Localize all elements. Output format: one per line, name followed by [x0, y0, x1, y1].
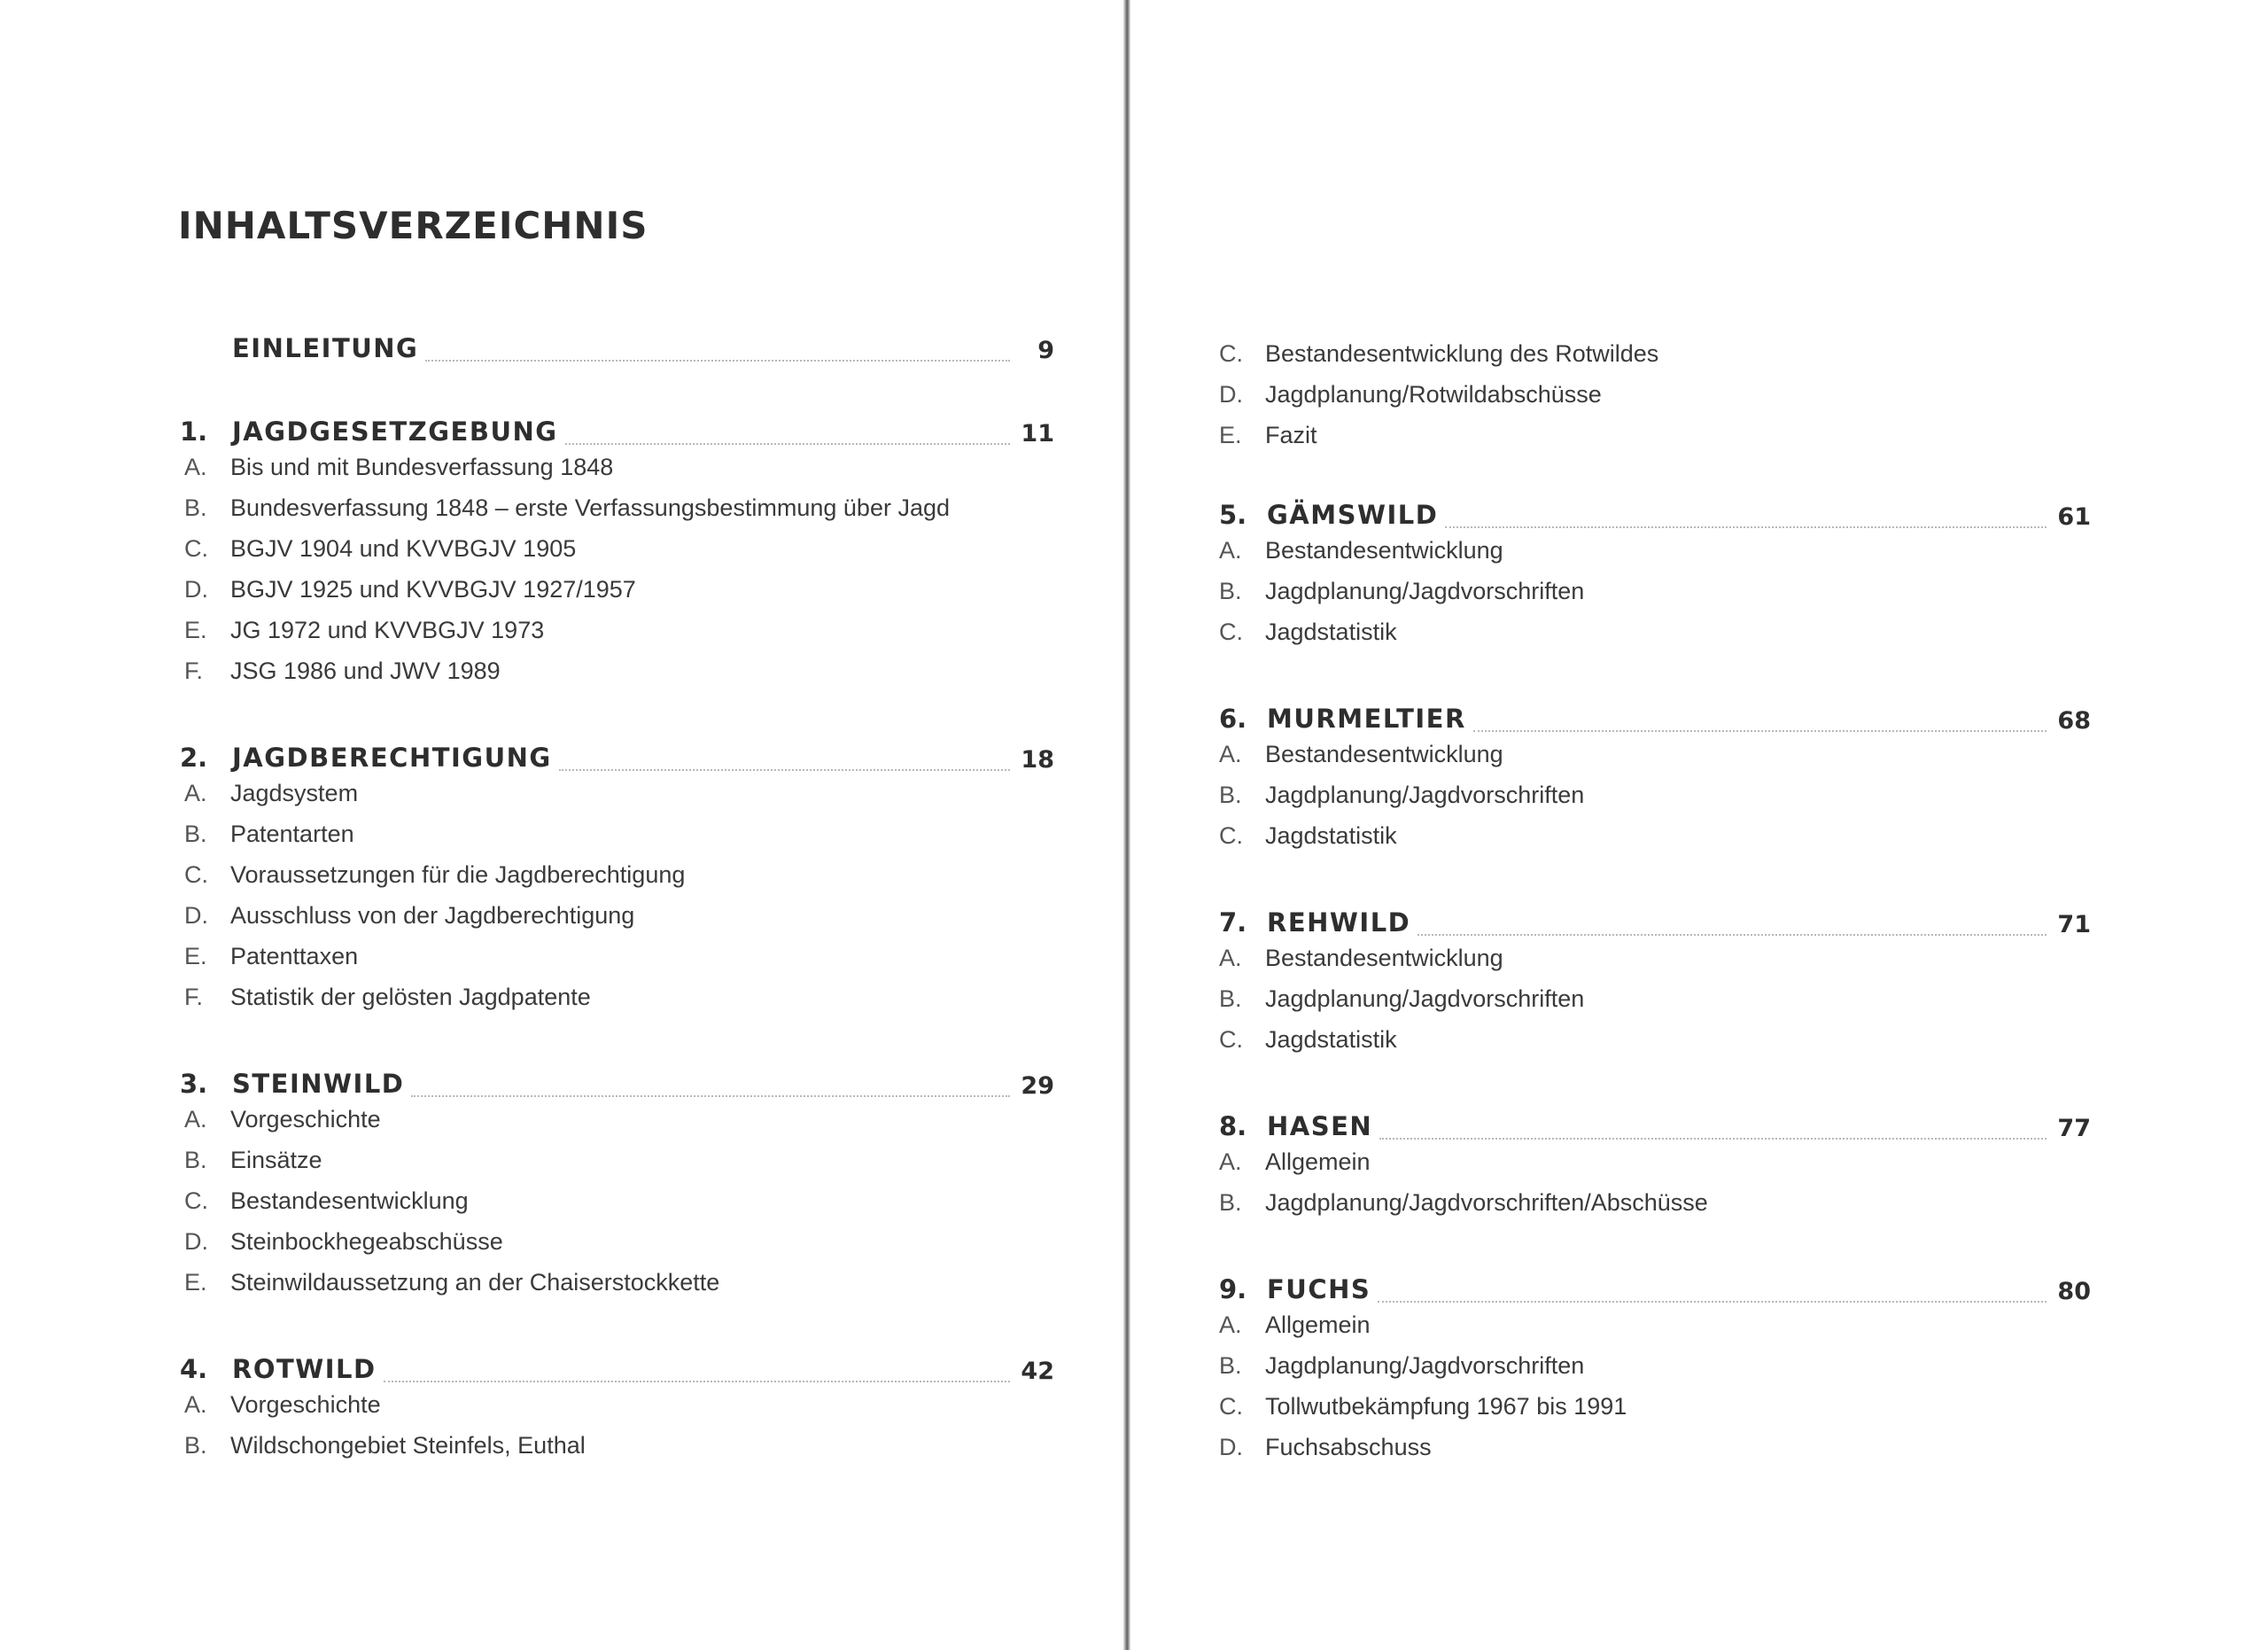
item-text: Einsätze — [230, 1147, 322, 1173]
item-text: Steinwildaussetzung an der Chaiserstockkette — [230, 1269, 720, 1296]
list-item — [0, 1147, 1123, 1187]
section-number: 1. — [180, 416, 208, 447]
dot-leader — [559, 769, 1010, 771]
item-letter: F. — [184, 984, 204, 1010]
page-number: 29 — [1021, 1072, 1054, 1100]
section-title: HASEN — [1267, 1111, 1373, 1141]
item-letter: E. — [184, 1269, 207, 1296]
section-heading — [1134, 1111, 2268, 1147]
item-list — [0, 1391, 1123, 1473]
item-text: Jagdstatistik — [1265, 1026, 1397, 1053]
page-number: 80 — [2057, 1278, 2091, 1305]
item-letter: E. — [184, 617, 207, 643]
list-item — [0, 861, 1123, 902]
item-text: Jagdplanung/Jagdvorschriften/Abschüsse — [1265, 1189, 1708, 1216]
section-heading — [0, 743, 1123, 778]
page-number: 61 — [2057, 503, 2091, 531]
item-letter: C. — [1219, 340, 1243, 367]
item-letter: C. — [184, 861, 208, 888]
list-item — [1134, 1352, 2268, 1393]
section-heading — [0, 416, 1123, 452]
item-text: Wildschongebiet Steinfels, Euthal — [230, 1432, 586, 1459]
item-text: Jagdplanung/Jagdvorschriften — [1265, 782, 1585, 808]
section-number: 8. — [1219, 1111, 1247, 1141]
item-letter: D. — [184, 1228, 208, 1255]
item-text: Bestandesentwicklung — [1265, 741, 1503, 767]
item-text: Vorgeschichte — [230, 1391, 381, 1418]
item-text: JG 1972 und KVVBGJV 1973 — [230, 617, 545, 643]
item-text: JSG 1986 und JWV 1989 — [230, 658, 501, 684]
section-heading — [0, 1354, 1123, 1389]
list-item — [1134, 945, 2268, 985]
item-list — [1134, 537, 2268, 659]
section-number: 4. — [180, 1354, 208, 1384]
item-letter: A. — [1219, 945, 1242, 971]
section-heading — [0, 333, 1123, 369]
list-item — [1134, 1393, 2268, 1434]
section-number: 7. — [1219, 907, 1247, 938]
dot-leader — [411, 1095, 1010, 1097]
item-list — [0, 780, 1123, 1024]
item-letter: E. — [1219, 422, 1242, 448]
section-number: 5. — [1219, 500, 1247, 530]
item-letter: D. — [184, 902, 208, 929]
item-letter: F. — [184, 658, 204, 684]
section-title: STEINWILD — [232, 1069, 405, 1099]
list-item — [1134, 1026, 2268, 1067]
item-text: Bestandesentwicklung — [230, 1187, 469, 1214]
list-item — [0, 576, 1123, 617]
item-text: Patentarten — [230, 821, 354, 847]
list-item — [0, 1391, 1123, 1432]
list-item — [1134, 822, 2268, 863]
item-letter: B. — [1219, 1352, 1242, 1379]
item-letter: B. — [184, 821, 207, 847]
item-text: Fazit — [1265, 422, 1317, 448]
item-text: Allgemein — [1265, 1311, 1371, 1338]
list-item — [1134, 340, 2268, 381]
page-number: 18 — [1021, 746, 1054, 774]
item-text: Jagdplanung/Jagdvorschriften — [1265, 985, 1585, 1012]
list-item — [0, 1228, 1123, 1269]
list-item — [0, 902, 1123, 943]
dot-leader — [425, 360, 1010, 362]
list-item — [0, 943, 1123, 984]
item-text: Steinbockhegeabschüsse — [230, 1228, 503, 1255]
section-title: REHWILD — [1267, 907, 1411, 938]
dot-leader — [1379, 1138, 2047, 1140]
list-item — [1134, 537, 2268, 578]
list-item — [0, 454, 1123, 494]
item-letter: D. — [184, 576, 208, 603]
item-letter: A. — [1219, 741, 1242, 767]
item-text: Jagdplanung/Rotwildabschüsse — [1265, 381, 1602, 408]
item-letter: C. — [1219, 619, 1243, 645]
item-text: Jagdplanung/Jagdvorschriften — [1265, 578, 1585, 604]
item-letter: C. — [1219, 1026, 1243, 1053]
dot-leader — [565, 443, 1010, 445]
section-number: 6. — [1219, 704, 1247, 734]
item-text: Fuchsabschuss — [1265, 1434, 1432, 1460]
item-text: Bundesverfassung 1848 – erste Verfassungsbestimmung über Jagd — [230, 494, 951, 521]
item-list — [1134, 1311, 2268, 1475]
list-item — [0, 984, 1123, 1024]
section-heading — [1134, 1274, 2268, 1310]
dot-leader — [1445, 526, 2047, 528]
dot-leader — [1473, 730, 2047, 732]
section-heading — [1134, 704, 2268, 739]
section-heading — [0, 1069, 1123, 1104]
item-letter: B. — [1219, 985, 1242, 1012]
item-letter: E. — [184, 943, 207, 969]
left-sections — [0, 0, 1123, 1650]
list-item — [0, 1432, 1123, 1473]
section-title: MURMELTIER — [1267, 704, 1466, 734]
item-text: Jagdstatistik — [1265, 619, 1397, 645]
item-list — [1134, 340, 2268, 463]
list-item — [1134, 985, 2268, 1026]
dot-leader — [384, 1381, 1010, 1382]
item-text: Patenttaxen — [230, 943, 359, 969]
section-heading — [1134, 907, 2268, 943]
item-letter: C. — [184, 1187, 208, 1214]
item-letter: B. — [1219, 1189, 1242, 1216]
section-title: ROTWILD — [232, 1354, 377, 1384]
item-letter: A. — [1219, 1311, 1242, 1338]
item-text: Allgemein — [1265, 1148, 1371, 1175]
left-page — [0, 0, 1123, 1650]
item-list — [1134, 741, 2268, 863]
list-item — [1134, 1189, 2268, 1230]
item-letter: A. — [184, 1391, 207, 1418]
item-text: Vorgeschichte — [230, 1106, 381, 1132]
item-letter: D. — [1219, 381, 1243, 408]
list-item — [1134, 619, 2268, 659]
list-item — [1134, 381, 2268, 422]
item-text: Jagdstatistik — [1265, 822, 1397, 849]
section-title: EINLEITUNG — [232, 333, 419, 363]
item-text: Tollwutbekämpfung 1967 bis 1991 — [1265, 1393, 1627, 1420]
list-item — [0, 780, 1123, 821]
item-text: Bestandesentwicklung — [1265, 945, 1503, 971]
dot-leader — [1378, 1301, 2047, 1303]
list-item — [1134, 578, 2268, 619]
item-letter: A. — [1219, 537, 1242, 564]
item-text: BGJV 1904 und KVVBGJV 1905 — [230, 535, 577, 562]
right-sections — [1134, 0, 2268, 1650]
item-letter: B. — [184, 1147, 207, 1173]
item-text: Bestandesentwicklung — [1265, 537, 1503, 564]
item-letter: B. — [1219, 578, 1242, 604]
book-gutter — [1123, 0, 1130, 1650]
item-list — [1134, 945, 2268, 1067]
page-number: 11 — [1021, 420, 1054, 448]
dot-leader — [1418, 934, 2047, 936]
list-item — [0, 535, 1123, 576]
item-letter: A. — [184, 1106, 207, 1132]
item-text: Jagdplanung/Jagdvorschriften — [1265, 1352, 1585, 1379]
section-title: GÄMSWILD — [1267, 500, 1439, 530]
item-letter: A. — [1219, 1148, 1242, 1175]
list-item — [0, 1106, 1123, 1147]
page-number: 9 — [1037, 337, 1054, 364]
page-number: 77 — [2057, 1115, 2091, 1142]
section-title: JAGDGESETZGEBUNG — [232, 416, 558, 447]
item-letter: C. — [184, 535, 208, 562]
item-letter: B. — [184, 494, 207, 521]
page-number: 71 — [2057, 911, 2091, 938]
item-letter: A. — [184, 780, 207, 806]
list-item — [1134, 1148, 2268, 1189]
list-item — [0, 1187, 1123, 1228]
item-text: Bis und mit Bundesverfassung 1848 — [230, 454, 614, 480]
toc-title: INHALTSVERZEICHNIS — [178, 204, 649, 247]
list-item — [0, 658, 1123, 698]
list-item — [1134, 741, 2268, 782]
list-item — [0, 1269, 1123, 1310]
list-item — [1134, 422, 2268, 463]
list-item — [1134, 1434, 2268, 1475]
list-item — [1134, 782, 2268, 822]
item-letter: A. — [184, 454, 207, 480]
section-heading — [1134, 500, 2268, 535]
item-list — [0, 454, 1123, 698]
item-letter: C. — [1219, 822, 1243, 849]
list-item — [1134, 1311, 2268, 1352]
list-item — [0, 617, 1123, 658]
item-letter: D. — [1219, 1434, 1243, 1460]
item-text: Ausschluss von der Jagdberechtigung — [230, 902, 635, 929]
item-letter: C. — [1219, 1393, 1243, 1420]
item-letter: B. — [184, 1432, 207, 1459]
list-item — [0, 821, 1123, 861]
item-text: Jagdsystem — [230, 780, 359, 806]
right-page — [1134, 0, 2268, 1650]
item-list — [0, 1106, 1123, 1310]
item-text: Statistik der gelösten Jagdpatente — [230, 984, 591, 1010]
item-text: Bestandesentwicklung des Rotwildes — [1265, 340, 1659, 367]
item-list — [1134, 1148, 2268, 1230]
item-text: BGJV 1925 und KVVBGJV 1927/1957 — [230, 576, 636, 603]
page-number: 42 — [1021, 1358, 1054, 1385]
section-title: FUCHS — [1267, 1274, 1371, 1304]
section-number: 3. — [180, 1069, 208, 1099]
page-number: 68 — [2057, 707, 2091, 735]
item-letter: B. — [1219, 782, 1242, 808]
section-title: JAGDBERECHTIGUNG — [232, 743, 552, 773]
item-text: Voraussetzungen für die Jagdberechtigung — [230, 861, 686, 888]
list-item — [0, 494, 1123, 535]
section-number: 9. — [1219, 1274, 1247, 1304]
section-number: 2. — [180, 743, 208, 773]
